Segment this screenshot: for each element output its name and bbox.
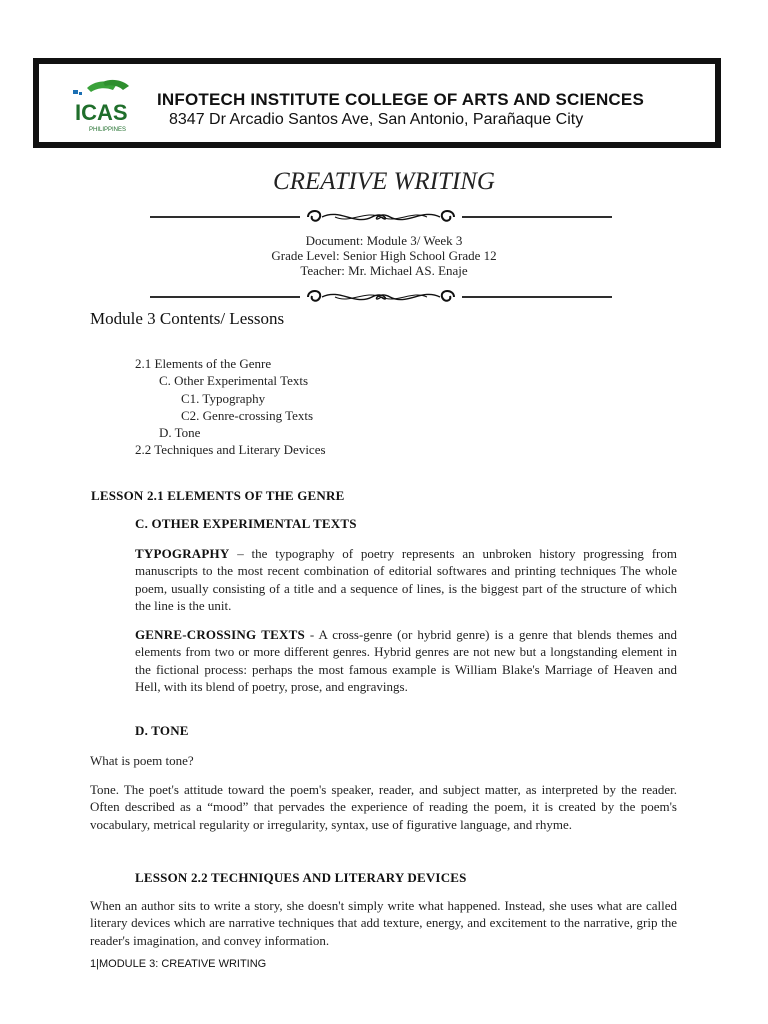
toc-item: C2. Genre-crossing Texts xyxy=(181,408,314,423)
section-heading: C. OTHER EXPERIMENTAL TEXTS xyxy=(135,516,357,531)
literary-devices-paragraph: When an author sits to write a story, she doesn't simply write what happened. Instead, she uses what are called literary devices which are narrative techniques that add texture, energy, and excitement to the narrative, grip the reader's imagination, and convey information. xyxy=(90,898,677,948)
svg-text:ICAS: ICAS xyxy=(75,100,128,125)
lesson-heading: LESSON 2.1 ELEMENTS OF THE GENRE xyxy=(91,488,345,503)
genre-crossing-term: GENRE-CROSSING TEXTS xyxy=(135,627,305,642)
tone-paragraph: Tone. The poet's attitude toward the poem's speaker, reader, and subject matter, as interpreted by the reader. Often described as a “mood” that pervades the experience of reading the poem, it is created by the poem's vocabulary, metrical regularity or irregularity, syntax, use of figurative language, and rhyme. xyxy=(90,782,677,832)
teacher-name: Teacher: Mr. Michael AS. Enaje xyxy=(300,263,468,278)
toc-item: C1. Typography xyxy=(181,391,266,406)
typography-paragraph: TYPOGRAPHY – the typography of poetry represents an unbroken history progressing from manuscripts to the most recent combination of editorial softwares and printing techniques The whole poem, usually consisting of a title and a sequence of lines, is the biggest part of the structure of which the line is the unit. xyxy=(135,546,677,613)
toc-item: 2.2 Techniques and Literary Devices xyxy=(135,442,326,457)
svg-text:PHILIPPINES: PHILIPPINES xyxy=(89,127,127,133)
genre-crossing-paragraph: GENRE-CROSSING TEXTS - A cross-genre (or hybrid genre) is a genre that blends themes and elements from two or more different genres. Hybrid genres are not new but a longstanding element in the fictional process: perhaps the most famous example is William Blake's Marriage of Heaven and Hell, with its blend of poetry, prose, and engravings. xyxy=(135,627,677,694)
toc-item: D. Tone xyxy=(159,425,201,440)
ornament-divider-top xyxy=(150,206,612,228)
document-info: Document: Module 3/ Week 3 xyxy=(305,233,463,248)
institution-address: 8347 Dr Arcadio Santos Ave, San Antonio, Parañaque City xyxy=(169,111,584,128)
institution-logo xyxy=(69,78,139,134)
lesson-heading: LESSON 2.2 TECHNIQUES AND LITERARY DEVICES xyxy=(135,870,467,885)
tone-heading: D. TONE xyxy=(135,723,189,738)
toc-item: 2.1 Elements of the Genre xyxy=(135,356,272,371)
institution-header xyxy=(33,58,721,148)
toc-item: C. Other Experimental Texts xyxy=(159,373,309,388)
institution-name: INFOTECH INSTITUTE COLLEGE OF ARTS AND SCIENCES xyxy=(157,90,644,109)
contents-heading: Module 3 Contents/ Lessons xyxy=(90,309,285,328)
ornament-divider-bottom xyxy=(150,286,612,308)
typography-term: TYPOGRAPHY xyxy=(135,546,230,561)
page-title: CREATIVE WRITING xyxy=(273,168,495,195)
page-footer: 1|MODULE 3: CREATIVE WRITING xyxy=(90,958,267,970)
tone-question: What is poem tone? xyxy=(90,753,194,768)
grade-level: Grade Level: Senior High School Grade 12 xyxy=(271,248,497,263)
